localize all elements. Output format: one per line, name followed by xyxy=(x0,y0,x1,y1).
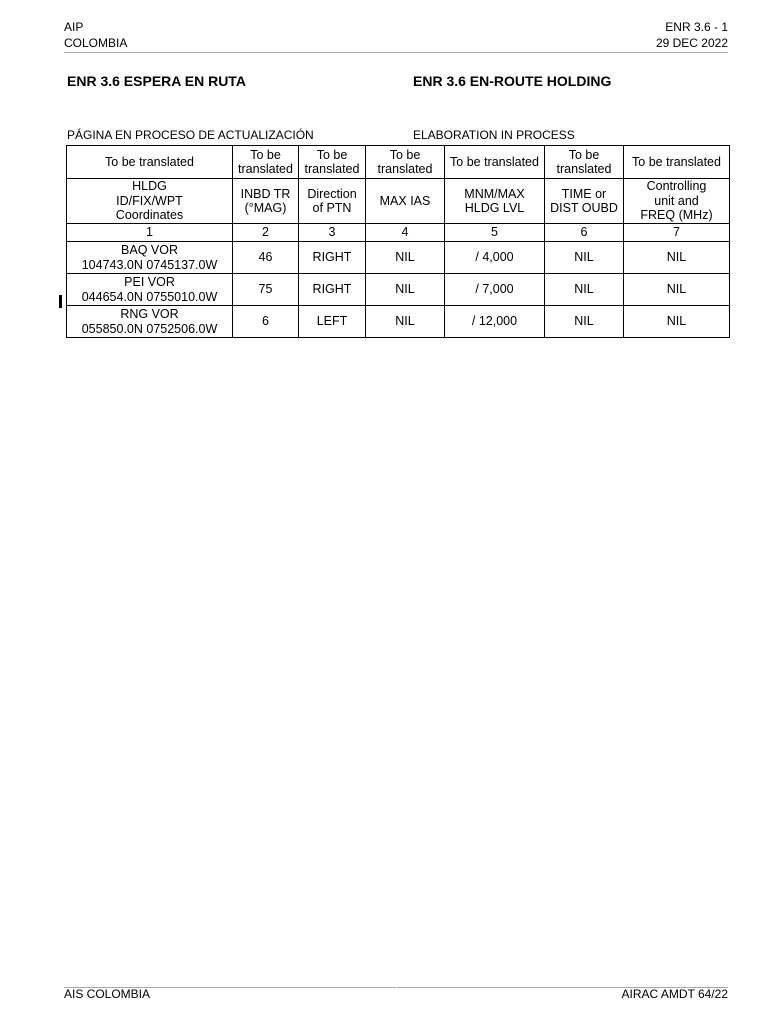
column-number: 4 xyxy=(366,224,445,242)
cell-max-ias: NIL xyxy=(366,242,445,274)
table-column-number-row xyxy=(67,224,730,242)
column-number: 1 xyxy=(67,224,233,242)
cell-inbound-track: 75 xyxy=(233,274,299,306)
table-row xyxy=(67,242,730,274)
header-publication: AIP xyxy=(64,20,84,34)
header-cell: To be translated xyxy=(67,146,233,179)
cell-max-ias: NIL xyxy=(366,306,445,338)
status-note-spanish: PÁGINA EN PROCESO DE ACTUALIZACIÓN xyxy=(67,128,314,142)
header-country: COLOMBIA xyxy=(64,36,128,50)
header-cell: To be translated xyxy=(545,146,624,179)
page-header-left xyxy=(64,19,127,51)
column-number: 7 xyxy=(624,224,730,242)
header-date: 29 DEC 2022 xyxy=(655,36,728,50)
header-cell: To be translated xyxy=(366,146,445,179)
table-row xyxy=(67,306,730,338)
cell-controlling-unit: NIL xyxy=(624,274,730,306)
cell-fix: RNG VOR 055850.0N 0752506.0W xyxy=(67,306,233,338)
table-header-row xyxy=(67,146,730,179)
section-title-spanish: ENR 3.6 ESPERA EN RUTA xyxy=(67,73,246,89)
footer-amendment: AIRAC AMDT 64/22 xyxy=(621,987,728,1001)
header-cell: To be translated xyxy=(233,146,299,179)
cell-outbound: NIL xyxy=(545,274,624,306)
cell-holding-level: / 7,000 xyxy=(445,274,545,306)
header-page-ref: ENR 3.6 - 1 xyxy=(665,20,728,34)
table-row xyxy=(67,274,730,306)
amendment-change-bar xyxy=(59,295,62,308)
cell-outbound: NIL xyxy=(545,242,624,274)
cell-direction: LEFT xyxy=(299,306,366,338)
header-cell: To be translated xyxy=(624,146,730,179)
cell-direction: RIGHT xyxy=(299,274,366,306)
cell-inbound-track: 6 xyxy=(233,306,299,338)
page-header-right xyxy=(656,19,728,51)
cell-outbound: NIL xyxy=(545,306,624,338)
column-number: 5 xyxy=(445,224,545,242)
subheader-cell-holding-level: MNM/MAX HLDG LVL xyxy=(445,179,545,224)
subheader-cell-outbound: TIME or DIST OUBD xyxy=(545,179,624,224)
cell-controlling-unit: NIL xyxy=(624,242,730,274)
header-cell: To be translated xyxy=(299,146,366,179)
footer-publisher: AIS COLOMBIA xyxy=(64,987,151,1001)
subheader-cell-direction: Direction of PTN xyxy=(299,179,366,224)
cell-fix: PEI VOR 044654.0N 0755010.0W xyxy=(67,274,233,306)
subheader-cell-fix: HLDG ID/FIX/WPT Coordinates xyxy=(67,179,233,224)
cell-direction: RIGHT xyxy=(299,242,366,274)
cell-inbound-track: 46 xyxy=(233,242,299,274)
table-subheader-row xyxy=(67,179,730,224)
status-note-english: ELABORATION IN PROCESS xyxy=(413,128,575,142)
subheader-cell-max-ias: MAX IAS xyxy=(366,179,445,224)
holding-table xyxy=(66,145,730,338)
column-number: 6 xyxy=(545,224,624,242)
column-number: 3 xyxy=(299,224,366,242)
cell-fix: BAQ VOR 104743.0N 0745137.0W xyxy=(67,242,233,274)
header-cell: To be translated xyxy=(445,146,545,179)
header-divider xyxy=(64,52,728,53)
subheader-cell-inbound-track: INBD TR (°MAG) xyxy=(233,179,299,224)
subheader-cell-controlling-unit: Controlling unit and FREQ (MHz) xyxy=(624,179,730,224)
cell-max-ias: NIL xyxy=(366,274,445,306)
column-number: 2 xyxy=(233,224,299,242)
cell-holding-level: / 12,000 xyxy=(445,306,545,338)
cell-holding-level: / 4,000 xyxy=(445,242,545,274)
section-title-english: ENR 3.6 EN-ROUTE HOLDING xyxy=(413,73,612,89)
cell-controlling-unit: NIL xyxy=(624,306,730,338)
